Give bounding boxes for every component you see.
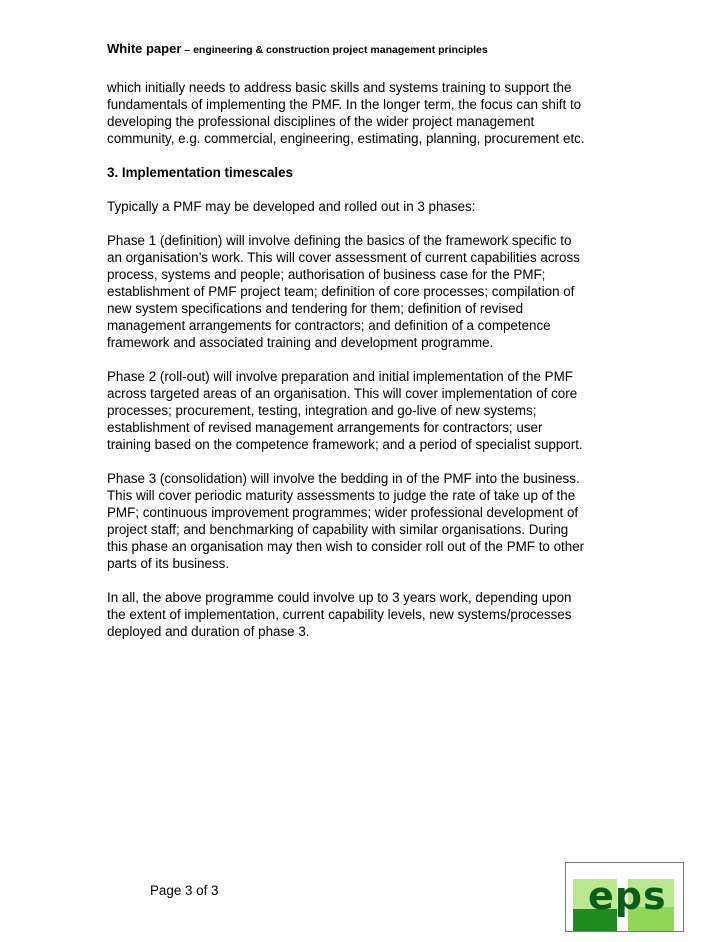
text-line: developing the professional disciplines of the wider project management [107, 114, 535, 129]
text-line: an organisation’s work. This will cover assessment of current capabilities across [107, 250, 580, 265]
text-line: process, systems and people; authorisation of business case for the PMF; [107, 267, 546, 282]
text-line: Typically a PMF may be developed and rolled out in 3 phases: [107, 199, 476, 214]
text-line: establishment of revised management arrangements for contractors; user [107, 420, 543, 435]
text-line: training based on the competence framework; and a period of specialist support. [107, 437, 583, 452]
text-line: Phase 1 (definition) will involve defining the basics of the framework specific to [107, 233, 572, 248]
paragraph [107, 232, 627, 351]
text-line: this phase an organisation may then wish to consider roll out of the PMF to other [107, 539, 585, 554]
text-line: framework and associated training and development programme. [107, 335, 494, 350]
logo-text: eps [588, 874, 667, 918]
paragraph [107, 198, 627, 215]
text-line: parts of its business. [107, 556, 230, 571]
text-line: the extent of implementation, current capability levels, new systems/processes [107, 607, 572, 622]
paragraph [107, 470, 627, 572]
text-line: In all, the above programme could involve up to 3 years work, depending upon [107, 590, 572, 605]
document-header [107, 40, 488, 58]
document-type: White paper [107, 41, 182, 56]
text-line: processes; procurement, testing, integration and go-live of new systems; [107, 403, 537, 418]
paragraph [107, 589, 627, 640]
eps-logo [565, 862, 684, 932]
text-line: This will cover periodic maturity assessments to judge the rate of take up of the [107, 488, 576, 503]
text-line: Phase 3 (consolidation) will involve the bedding in of the PMF into the business. [107, 471, 580, 486]
text-line: which initially needs to address basic skills and systems training to support the [107, 80, 572, 95]
section-heading: 3. Implementation timescales [107, 165, 294, 180]
paragraph [107, 368, 627, 453]
text-line: fundamentals of implementing the PMF. In the longer term, the focus can shift to [107, 97, 582, 112]
document-body [107, 79, 627, 657]
text-line: PMF; continuous improvement programmes; wider professional development of [107, 505, 579, 520]
page-number: Page 3 of 3 [150, 883, 219, 898]
text-line: establishment of PMF project team; definition of core processes; compilation of [107, 284, 575, 299]
text-line: management arrangements for contractors; and definition of a competence [107, 318, 551, 333]
text-line: project staff; and benchmarking of capability with similar organisations. During [107, 522, 569, 537]
text-line: Phase 2 (roll-out) will involve preparation and initial implementation of the PMF [107, 369, 573, 384]
text-line: community, e.g. commercial, engineering, estimating, planning, procurement etc. [107, 131, 585, 146]
paragraph [107, 79, 627, 147]
text-line: new system specifications and tendering for them; definition of revised [107, 301, 524, 316]
text-line: across targeted areas of an organisation. This will cover implementation of core [107, 386, 578, 401]
text-line: deployed and duration of phase 3. [107, 624, 310, 639]
document-subtitle: – engineering & construction project management principles [181, 44, 488, 56]
